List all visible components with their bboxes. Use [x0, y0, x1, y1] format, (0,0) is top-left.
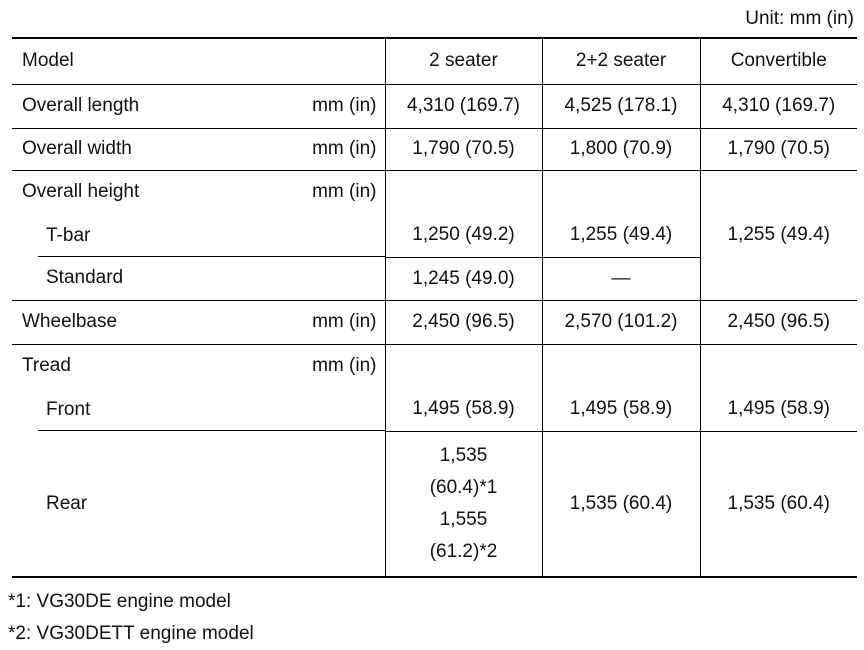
cell-rear-convertible: 1,535 (60.4) [700, 431, 857, 577]
unit-overall-length: mm (in) [312, 95, 377, 116]
unit-overall-width: mm (in) [312, 138, 377, 159]
cell-wheelbase-2seater: 2,450 (96.5) [385, 300, 542, 344]
label-overall-height: Overall height [22, 181, 140, 203]
unit-note: Unit: mm (in) [745, 8, 854, 29]
cell-front-2seater: 1,495 (58.9) [385, 388, 542, 431]
rear-2seater-line-2: (60.4)*1 [429, 476, 498, 498]
header-convertible: Convertible [700, 38, 857, 84]
label-rear: Rear [46, 492, 88, 514]
cell-standard-2seater: 1,245 (49.0) [385, 257, 542, 300]
label-tbar: T-bar [46, 224, 91, 246]
label-overall-width: Overall width [22, 138, 132, 159]
cell-length-22seater: 4,525 (178.1) [542, 84, 700, 128]
cell-front-convertible: 1,495 (58.9) [700, 388, 857, 431]
cell-length-convertible: 4,310 (169.7) [700, 84, 857, 128]
dimensions-table [12, 37, 857, 578]
cell-wheelbase-22seater: 2,570 (101.2) [542, 300, 700, 344]
label-wheelbase: Wheelbase [22, 311, 118, 332]
footnote-2: *2: VG30DETT engine model [8, 623, 254, 644]
row-tread [12, 344, 857, 388]
unit-tread: mm (in) [312, 355, 377, 377]
cell-width-convertible: 1,790 (70.5) [700, 128, 857, 170]
cell-length-2seater: 4,310 (169.7) [385, 84, 542, 128]
header-22seater: 2+2 seater [542, 38, 700, 84]
cell-tbar-22seater: 1,255 (49.4) [542, 214, 700, 257]
header-row [12, 38, 857, 84]
cell-standard-22seater: — [542, 257, 700, 300]
row-overall-height [12, 170, 857, 214]
label-standard: Standard [46, 267, 124, 289]
label-tread: Tread [22, 355, 71, 377]
cell-front-22seater: 1,495 (58.9) [542, 388, 700, 431]
header-2seater: 2 seater [385, 38, 542, 84]
row-overall-width [12, 128, 857, 170]
rear-2seater-line-4: (61.2)*2 [429, 540, 498, 562]
rear-2seater-line-3: 1,555 [439, 508, 488, 530]
cell-height-convertible: 1,255 (49.4) [700, 170, 857, 300]
cell-width-2seater: 1,790 (70.5) [385, 128, 542, 170]
cell-width-22seater: 1,800 (70.9) [542, 128, 700, 170]
label-front: Front [46, 398, 91, 420]
unit-wheelbase: mm (in) [312, 311, 377, 332]
label-overall-length: Overall length [22, 95, 140, 116]
rear-2seater-line-1: 1,535 [439, 444, 488, 466]
unit-overall-height: mm (in) [312, 181, 377, 203]
row-overall-length [12, 84, 857, 128]
row-front [12, 388, 857, 431]
cell-wheelbase-convertible: 2,450 (96.5) [700, 300, 857, 344]
footnote-1: *1: VG30DE engine model [8, 591, 231, 612]
row-rear [12, 431, 857, 577]
cell-tbar-2seater: 1,250 (49.2) [385, 214, 542, 257]
header-model: Model [22, 50, 74, 72]
row-wheelbase [12, 300, 857, 344]
footnotes [8, 586, 254, 650]
cell-rear-2seater [385, 431, 542, 577]
cell-rear-22seater: 1,535 (60.4) [542, 431, 700, 577]
